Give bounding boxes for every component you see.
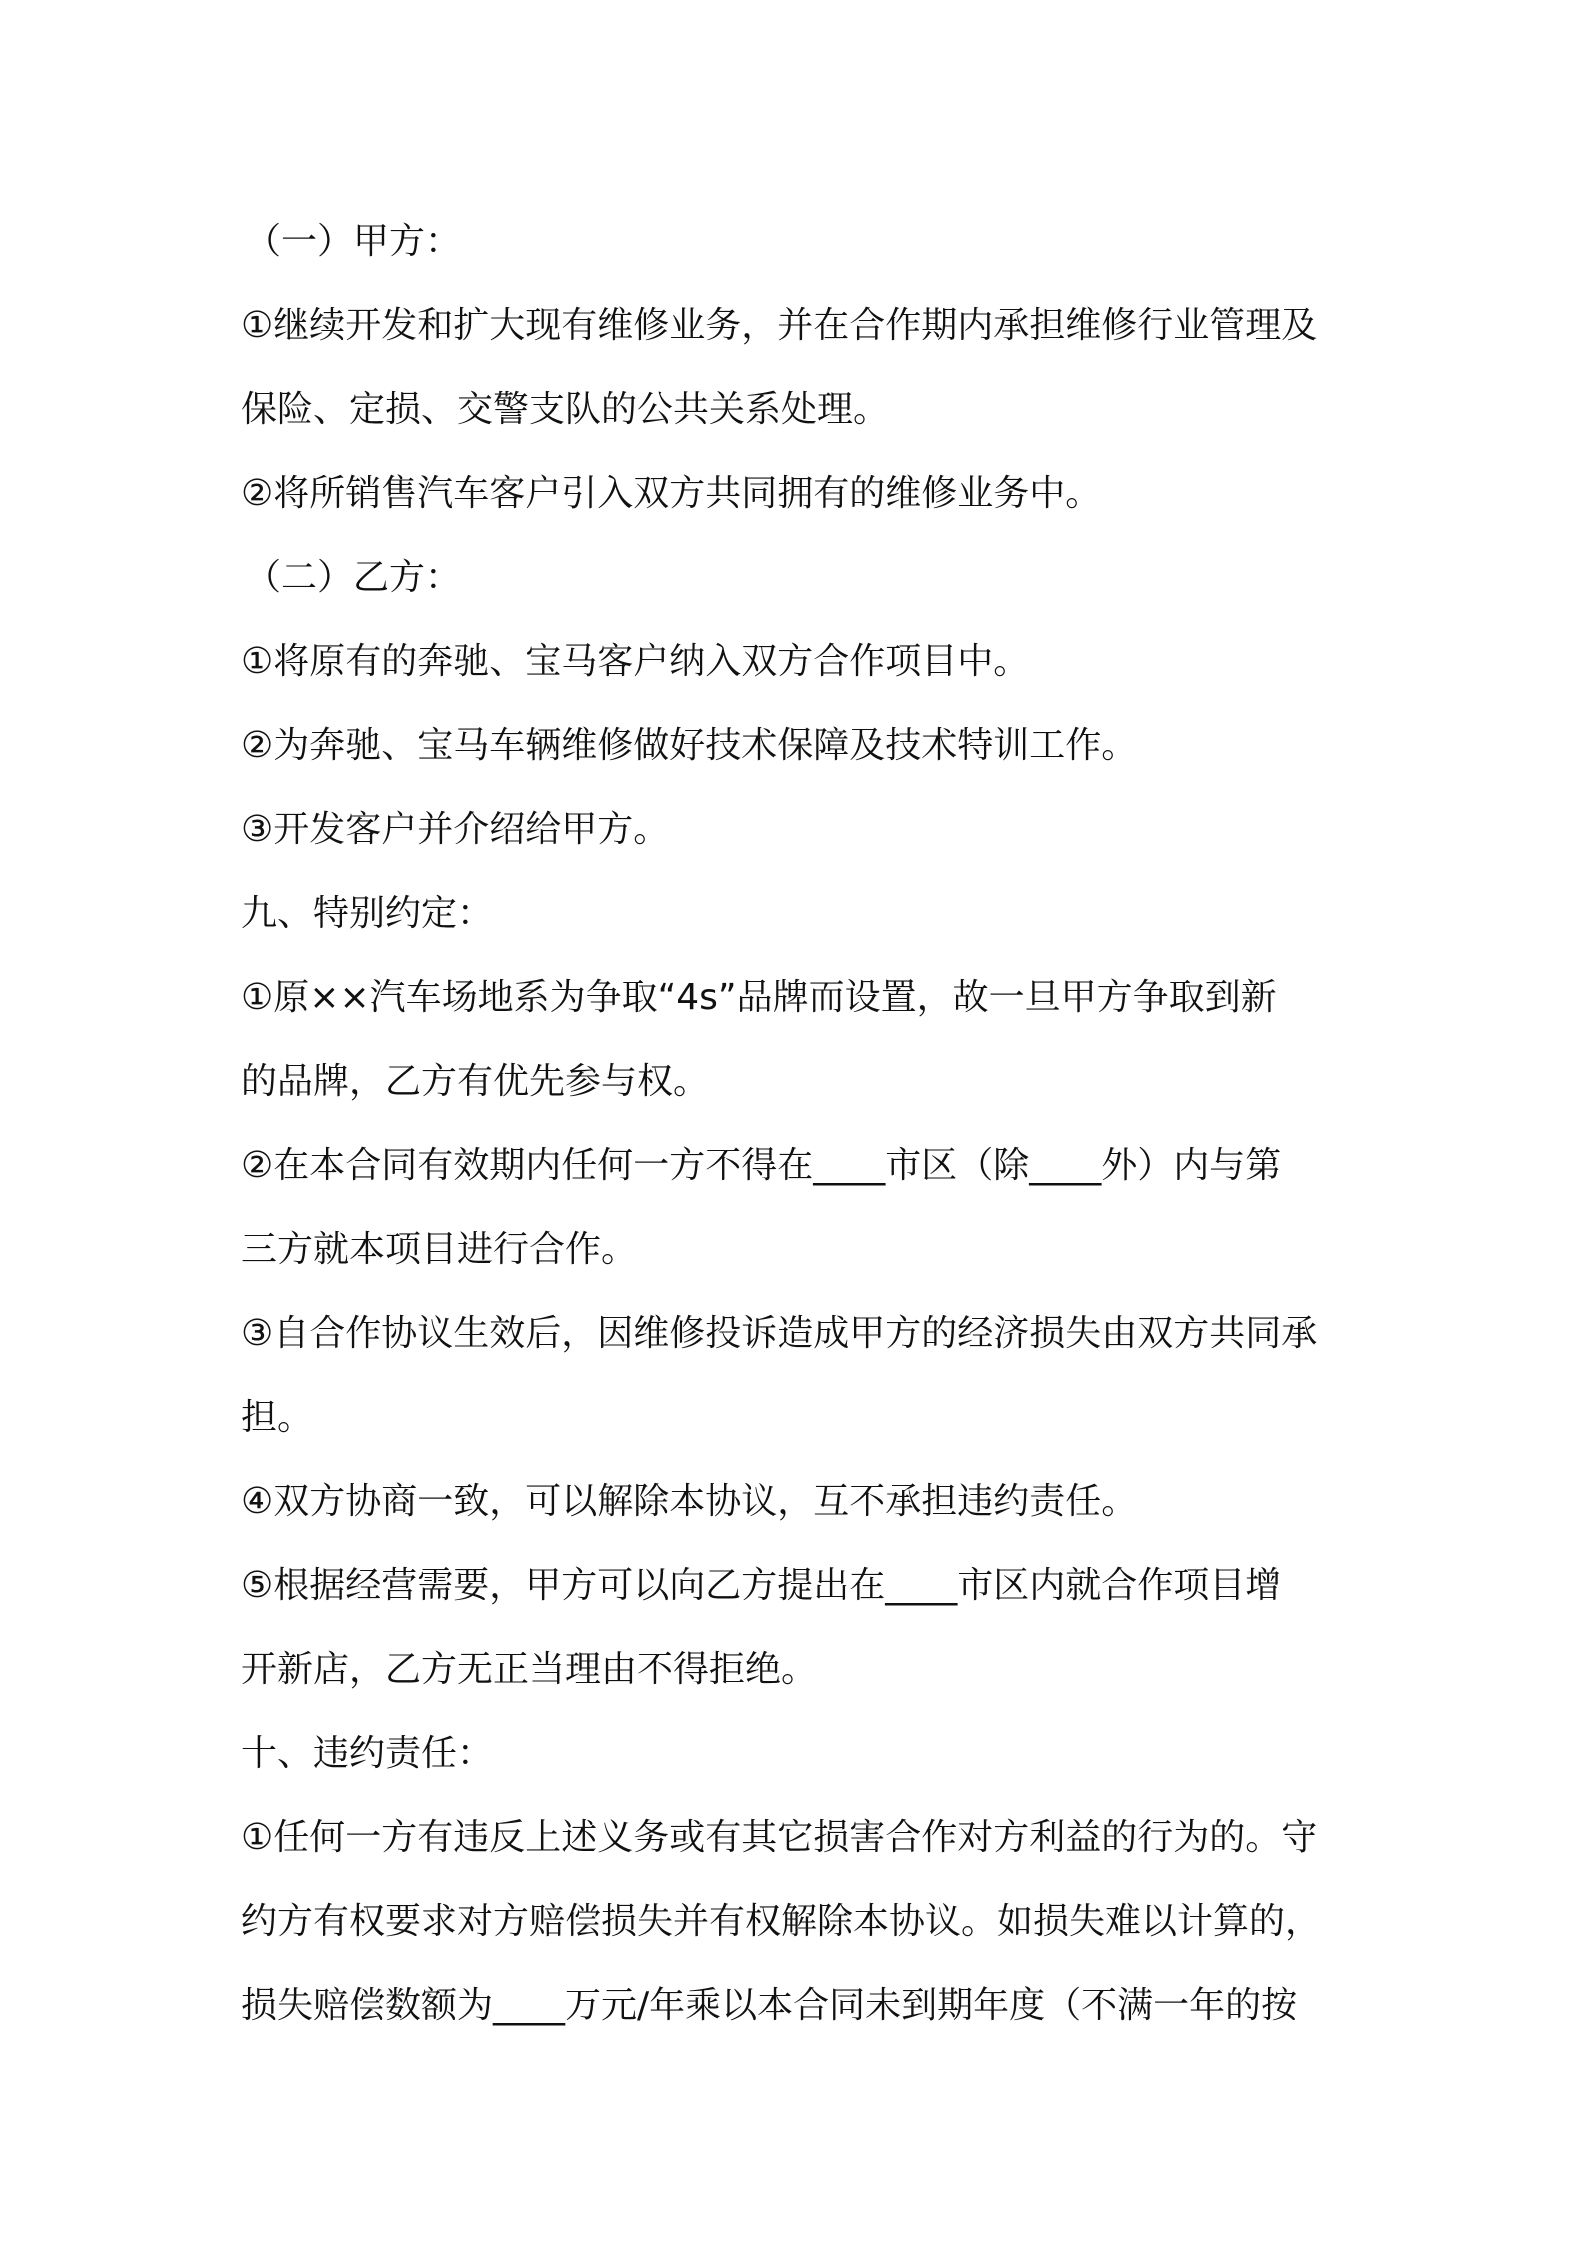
paragraph-line: ③开发客户并介绍给甲方。 <box>241 809 670 850</box>
paragraph-line: 保险、定损、交警支队的公共关系处理。 <box>241 389 890 430</box>
paragraph-line: ①继续开发和扩大现有维修业务，并在合作期内承担维修行业管理及 <box>241 305 1318 346</box>
document-body <box>241 200 1361 2048</box>
paragraph-line: ③自合作协议生效后，因维修投诉造成甲方的经济损失由双方共同承 <box>241 1313 1318 1354</box>
paragraph-line: ①原××汽车场地系为争取“4s”品牌而设置，故一旦甲方争取到新 <box>241 977 1277 1018</box>
paragraph-line: 三方就本项目进行合作。 <box>241 1229 638 1270</box>
paragraph-line: ④双方协商一致，可以解除本协议，互不承担违约责任。 <box>241 1481 1138 1522</box>
paragraph-line: 约方有权要求对方赔偿损失并有权解除本协议。如损失难以计算的， <box>241 1901 1322 1942</box>
section-heading-party-b: （二）乙方： <box>245 557 462 598</box>
paragraph-line: 的品牌，乙方有优先参与权。 <box>241 1061 710 1102</box>
paragraph-line: ⑤根据经营需要，甲方可以向乙方提出在____市区内就合作项目增 <box>241 1565 1282 1606</box>
paragraph-line: 损失赔偿数额为____万元/年乘以本合同未到期年度（不满一年的按 <box>241 1985 1298 2026</box>
paragraph-line: ①将原有的奔驰、宝马客户纳入双方合作项目中。 <box>241 641 1030 682</box>
paragraph-line: 担。 <box>241 1397 314 1438</box>
paragraph-line: ②为奔驰、宝马车辆维修做好技术保障及技术特训工作。 <box>241 725 1138 766</box>
section-heading-party-a: （一）甲方： <box>245 221 462 262</box>
section-heading-breach-liability: 十、违约责任： <box>241 1733 494 1774</box>
paragraph-line: ②将所销售汽车客户引入双方共同拥有的维修业务中。 <box>241 473 1102 514</box>
paragraph-line: ①任何一方有违反上述义务或有其它损害合作对方利益的行为的。守 <box>241 1817 1318 1858</box>
paragraph-line: ②在本合同有效期内任何一方不得在____市区（除____外）内与第 <box>241 1145 1282 1186</box>
paragraph-line: 开新店，乙方无正当理由不得拒绝。 <box>241 1649 818 1690</box>
section-heading-special-terms: 九、特别约定： <box>241 893 494 934</box>
